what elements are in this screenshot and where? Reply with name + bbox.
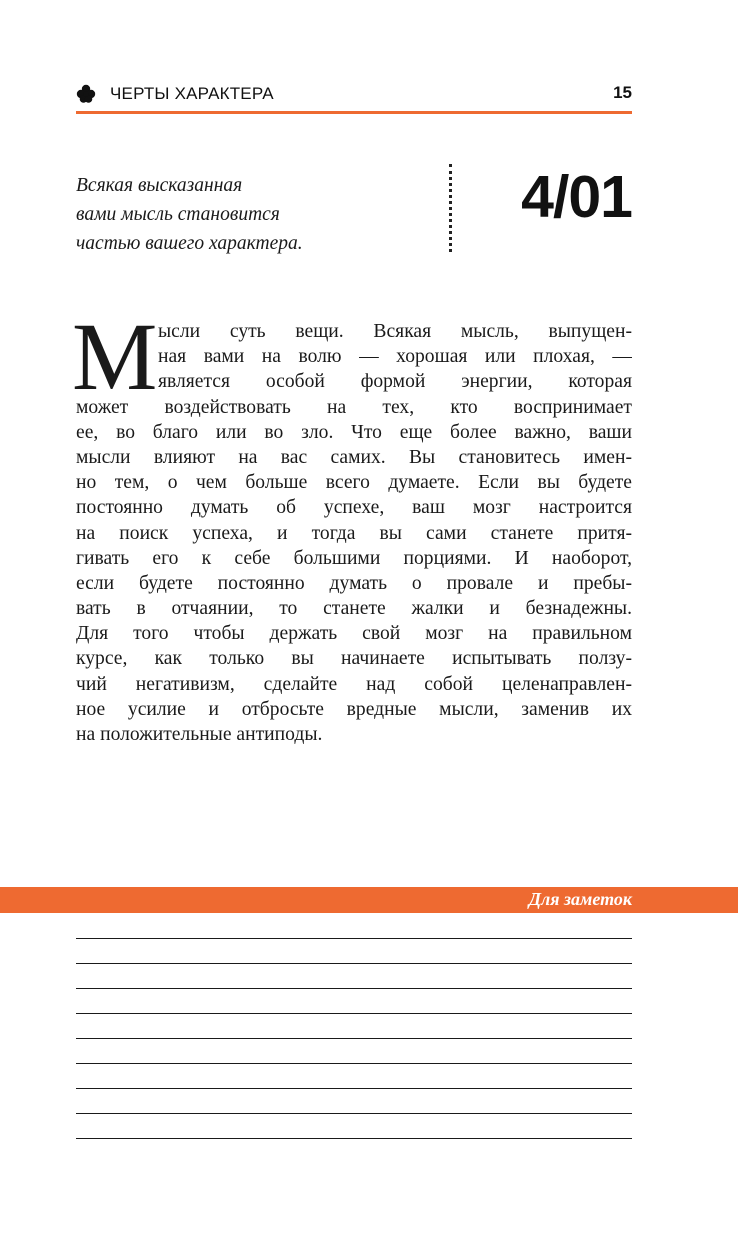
- note-line: [76, 988, 632, 989]
- body-line: является особой формой энергии, которая: [158, 371, 632, 393]
- note-line: [76, 1113, 632, 1114]
- entry-quote: Всякая высказанная вами мысль становится частью вашего характера.: [76, 175, 303, 254]
- note-line: [76, 1013, 632, 1014]
- body-line: гивать его к себе большими порциями. И наоборот,: [76, 547, 632, 569]
- body-line: постоянно думать об успехе, ваш мозг настроится: [76, 497, 632, 519]
- notes-label: Для заметок: [528, 889, 632, 909]
- body-line: мысли влияют на вас самих. Вы становитесь имен-: [76, 446, 632, 468]
- body-line: чий негативизм, сделайте над собой целенаправлен-: [76, 673, 632, 695]
- body-line: на поиск успеха, и тогда вы сами станете притя-: [76, 522, 632, 544]
- body-line: на положительные антиподы.: [76, 724, 323, 745]
- drop-cap: М: [72, 303, 158, 410]
- note-line: [76, 1063, 632, 1064]
- dotted-divider: [449, 164, 452, 252]
- page-number: 15: [613, 83, 632, 102]
- entry-number: 4/01: [521, 164, 632, 230]
- body-line: ысли суть вещи. Всякая мысль, выпущен-: [158, 321, 632, 342]
- body-line: может воздействовать на тех, кто воспринимает: [76, 396, 632, 418]
- note-line: [76, 1038, 632, 1039]
- header-rule: [76, 111, 632, 114]
- note-line: [76, 963, 632, 964]
- body-line: вать в отчаянии, то станете жалки и безнадежны.: [76, 598, 632, 620]
- body-line: ное усилие и отбросьте вредные мысли, заменив их: [76, 698, 632, 720]
- notes-bar: [0, 887, 738, 913]
- body-line: если будете постоянно думать о провале и пребы-: [76, 572, 632, 594]
- section-title: ЧЕРТЫ ХАРАКТЕРА: [110, 84, 274, 103]
- clover-icon: [76, 84, 96, 104]
- body-line: курсе, как только вы начинаете испытывать ползу-: [76, 648, 632, 670]
- body-line: Для того чтобы держать свой мозг на правильном: [76, 623, 632, 645]
- body-line: ная вами на волю — хорошая или плохая, —: [158, 346, 632, 368]
- note-line: [76, 938, 632, 939]
- body-line: ее, во благо или во зло. Что еще более важно, ваши: [76, 421, 632, 443]
- note-line: [76, 1088, 632, 1089]
- note-line: [76, 1138, 632, 1139]
- running-header: [76, 80, 632, 110]
- body-line: но тем, о чем больше всего думаете. Если вы будете: [76, 472, 632, 494]
- body-text: [72, 303, 632, 747]
